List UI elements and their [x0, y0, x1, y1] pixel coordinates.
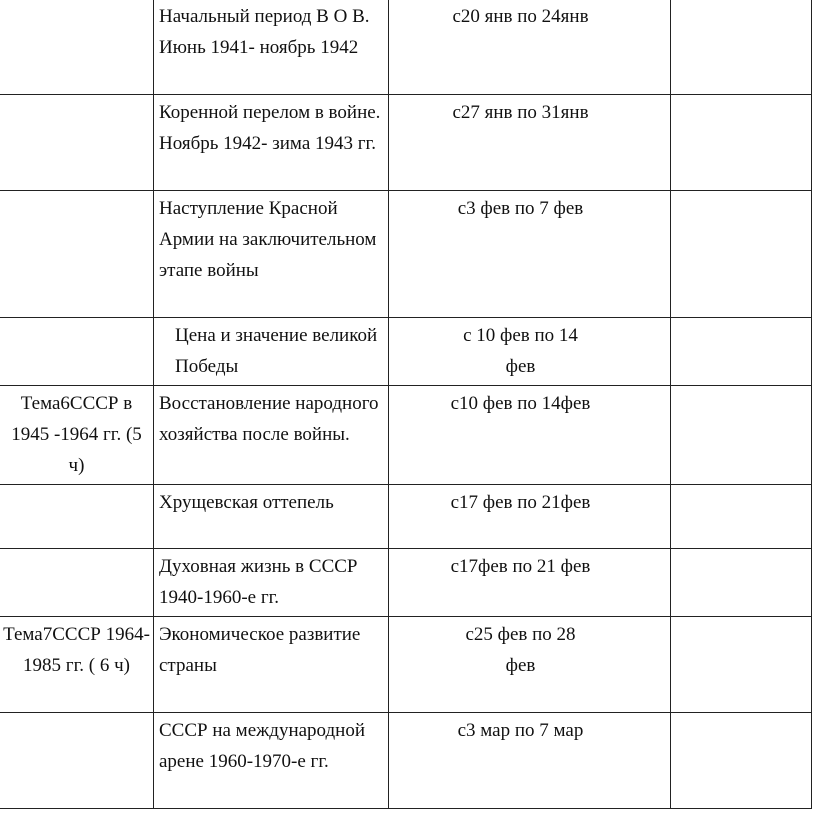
dates-cell: с3 мар по 7 мар — [389, 713, 671, 809]
dates-cell: с17 фев по 21фев — [389, 485, 671, 549]
topic-cell — [0, 95, 154, 191]
dates-cell: с27 янв по 31янв — [389, 95, 671, 191]
lesson-cell: Духовная жизнь в СССР 1940-1960-е гг. — [154, 549, 389, 617]
table-row — [0, 617, 812, 713]
notes-cell — [671, 191, 812, 318]
topic-cell — [0, 713, 154, 809]
dates-cell: с10 фев по 14фев — [389, 386, 671, 485]
table-row — [0, 549, 812, 617]
table-row — [0, 318, 812, 386]
topic-cell — [0, 318, 154, 386]
dates-cell: с25 фев по 28 фев — [389, 617, 671, 713]
notes-cell — [671, 549, 812, 617]
lesson-cell: Хрущевская оттепель — [154, 485, 389, 549]
notes-cell — [671, 318, 812, 386]
lesson-cell: Наступление Красной Армии на заключительном этапе войны — [154, 191, 389, 318]
dates-cell: с 10 фев по 14 фев — [389, 318, 671, 386]
lesson-cell: Цена и значение великой Победы — [154, 318, 389, 386]
dates-cell: с17фев по 21 фев — [389, 549, 671, 617]
notes-cell — [671, 386, 812, 485]
topic-cell — [0, 549, 154, 617]
table-row — [0, 95, 812, 191]
topic-cell — [0, 485, 154, 549]
lesson-cell: Начальный период В О В. Июнь 1941- ноябрь 1942 — [154, 0, 389, 95]
dates-cell: с3 фев по 7 фев — [389, 191, 671, 318]
notes-cell — [671, 713, 812, 809]
lesson-cell: Восстановление народного хозяйства после войны. — [154, 386, 389, 485]
notes-cell — [671, 0, 812, 95]
table-row — [0, 191, 812, 318]
lesson-cell: СССР на международной арене 1960-1970-е гг. — [154, 713, 389, 809]
table-row — [0, 485, 812, 549]
table-row — [0, 0, 812, 95]
topic-cell — [0, 0, 154, 95]
table-row — [0, 713, 812, 809]
topic-cell: Тема6СССР в 1945 -1964 гг. (5 ч) — [0, 386, 154, 485]
dates-cell: с20 янв по 24янв — [389, 0, 671, 95]
notes-cell — [671, 617, 812, 713]
notes-cell — [671, 95, 812, 191]
topic-cell — [0, 191, 154, 318]
table-row — [0, 386, 812, 485]
lesson-cell: Коренной перелом в войне. Ноябрь 1942- зима 1943 гг. — [154, 95, 389, 191]
lesson-cell: Экономическое развитие страны — [154, 617, 389, 713]
notes-cell — [671, 485, 812, 549]
topic-cell: Тема7СССР 1964-1985 гг. ( 6 ч) — [0, 617, 154, 713]
